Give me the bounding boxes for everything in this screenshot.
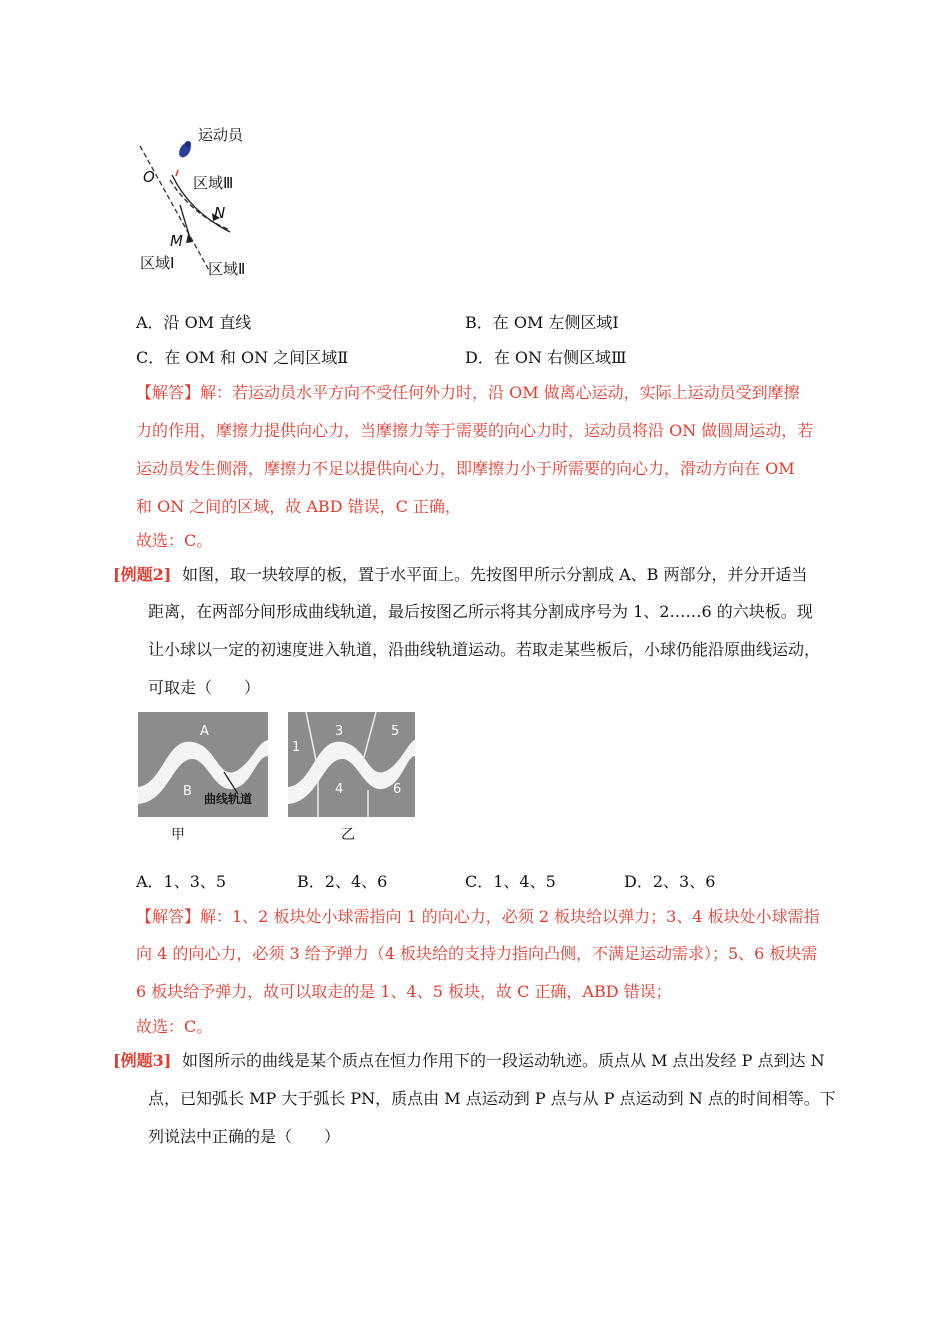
label-region3: 区域Ⅲ (193, 174, 234, 192)
label-yi: 乙 (341, 827, 355, 843)
ex3-line: 点，已知弧长 MP 大于弧长 PN，质点由 M 点运动到 P 点与从 P 点运动到 N 点的时间相等。下 (148, 1089, 836, 1108)
ex2-option-a: A．1、3、5 (136, 872, 227, 891)
label-2: 2 (296, 787, 305, 802)
ex2-option-c: C．1、4、5 (465, 872, 556, 891)
label-athlete: 运动员 (198, 126, 244, 144)
ex2-option-d: D．2、3、6 (624, 872, 716, 891)
ex2-tag: [例题2] (113, 565, 172, 584)
ex2-line: 如图，取一块较厚的板，置于水平面上。先按图甲所示分割成 A、B 两部分，并分开适当 (182, 565, 808, 584)
q1-option-b: B．在 OM 左侧区域Ⅰ (465, 313, 619, 332)
label-m: M (170, 232, 183, 250)
athlete-mark (176, 170, 178, 176)
ex2-answer-line: 向 4 的向心力，必须 3 给予弹力（4 板块给的支持力指向凸侧，不满足运动需求）；5、6 板块需 (136, 944, 818, 963)
label-n: N (214, 204, 226, 222)
label-region1: 区域Ⅰ (140, 254, 175, 272)
label-6: 6 (393, 782, 402, 797)
q1-option-d: D．在 ON 右侧区域Ⅲ (465, 348, 627, 367)
ex3-line: 如图所示的曲线是某个质点在恒力作用下的一段运动轨迹。质点从 M 点出发经 P 点到达 N (182, 1051, 825, 1070)
q1-answer-line: 【解答】解：若运动员水平方向不受任何外力时，沿 OM 做离心运动，实际上运动员受到摩擦 (136, 383, 800, 402)
figure-track-boards (138, 712, 418, 847)
ex2-line: 距离，在两部分间形成曲线轨道，最后按图乙所示将其分割成序号为 1、2……6 的六块板。现 (148, 602, 813, 621)
label-jia: 甲 (171, 827, 185, 843)
label-o: O (143, 168, 155, 186)
q1-option-c: C．在 OM 和 ON 之间区域Ⅱ (136, 348, 349, 367)
figure-skier-regions (130, 120, 270, 280)
q1-answer-line: 运动员发生侧滑，摩擦力不足以提供向心力，即摩擦力小于所需要的向心力，滑动方向在 OM (136, 459, 795, 478)
q1-answer-line: 和 ON 之间的区域，故 ABD 错误，C 正确， (136, 497, 461, 516)
ex2-answer-line: 【解答】解：1、2 板块处小球需指向 1 的向心力，必须 2 板块给以弹力；3、4 板块处小球需指 (136, 907, 820, 926)
ex3-line: 列说法中正确的是（ ） (148, 1127, 341, 1146)
ex2-choice: 故选：C。 (136, 1017, 213, 1036)
athlete-head-icon (185, 141, 191, 147)
label-1: 1 (292, 740, 301, 755)
q1-answer-line: 力的作用，摩擦力提供向心力，当摩擦力等于需要的向心力时，运动员将沿 ON 做圆周运动，若 (136, 421, 814, 440)
label-5: 5 (391, 724, 400, 739)
label-3: 3 (335, 724, 344, 739)
q1-option-a: A．沿 OM 直线 (136, 313, 252, 332)
label-region2: 区域Ⅱ (208, 260, 246, 278)
ex2-line: 可取走（ ） (148, 678, 261, 697)
label-4: 4 (335, 782, 344, 797)
ex2-answer-line: 6 板块给予弹力，故可以取走的是 1、4、5 板块，故 C 正确，ABD 错误； (136, 982, 672, 1001)
ex2-line: 让小球以一定的初速度进入轨道，沿曲线轨道运动。若取走某些板后，小球仍能沿原曲线运动， (148, 640, 821, 659)
q1-choice: 故选：C。 (136, 531, 213, 550)
ex3-tag: [例题3] (113, 1051, 172, 1070)
label-b: B (183, 784, 192, 799)
label-a: A (200, 724, 209, 739)
ex2-option-b: B．2、4、6 (297, 872, 388, 891)
label-track: 曲线轨道 (204, 792, 253, 806)
